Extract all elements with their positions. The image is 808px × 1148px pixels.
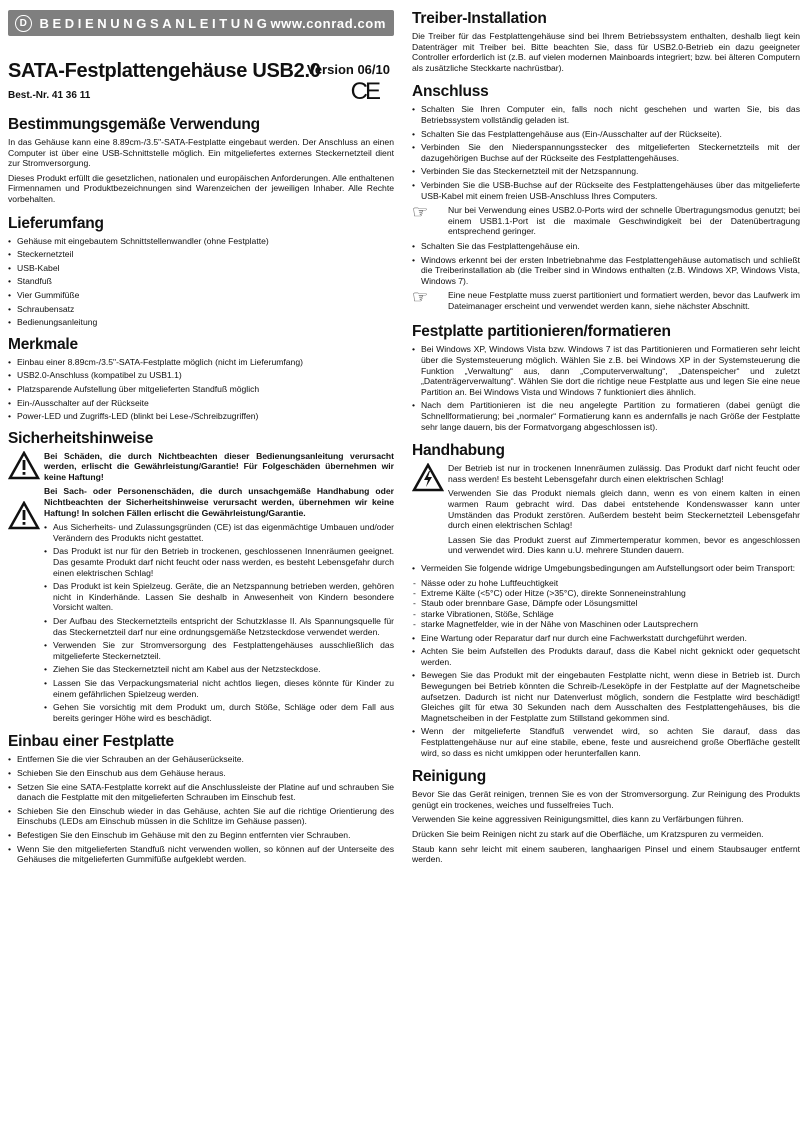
cleaning-paragraph-3: Drücken Sie beim Reinigen nicht zu stark auf die Oberfläche, um Kratzspuren zu vermeiden. (412, 828, 764, 839)
features-list (8, 357, 394, 422)
list-item: • Verwenden Sie zur Stromversorgung des Festplattengehäuses ausschließlich das mitgelieferte Steckernetzteil. (44, 640, 394, 661)
list-item: • Schieben Sie den Einschub wieder in das Gehäuse, achten Sie auf die richtige Orientierung des Einschubs (LEDs am Einschub müssen in die Schlitze im Gehäuse passen). (8, 806, 394, 827)
list-item: • Lassen Sie das Verpackungsmaterial nicht achtlos liegen, dieses könnte für Kinder zu einem gefährlichen Spielzeug werden. (44, 678, 394, 699)
list-item: • Nach dem Partitionieren ist die neu angelegte Partition zu formatieren (dabei genügt die Schnellformatierung; bei „normaler“ Formatierung kann es andernfalls je nach Größe der Festplatte sehr lange dauern, bis der Formatvorgang abgeschlossen ist). (412, 400, 800, 432)
list-item: • Platzsparende Aufstellung über mitgelieferten Standfuß möglich (8, 384, 394, 395)
version-label: Version 06/10 (306, 62, 390, 77)
cleaning-paragraph-2: Verwenden Sie keine aggressiven Reinigungsmittel, dies kann zu Verfärbungen führen. (412, 814, 744, 825)
handling-warning-2: Verwenden Sie das Produkt niemals gleich dann, wenn es von einem kalten in einen warmen Raum gebracht wird. Das dabei entstehende Kondenswasser kann unter Umständen das Produkt zerstören. Außerdem besteht beim Steckernetzteil Lebensgefahr durch einen elektrischen Schlag! (448, 488, 800, 531)
list-item: • Ein-/Ausschalter auf der Rückseite (8, 398, 394, 409)
order-number: Best.-Nr. 41 36 11 (8, 90, 91, 101)
header-banner (8, 10, 394, 36)
list-item: • Ziehen Sie das Steckernetzteil nicht am Kabel aus der Netzsteckdose. (44, 664, 394, 675)
note-text: Eine neue Festplatte muss zuerst partitioniert und formatiert werden, bevor das Laufwerk im Dateimanager erscheint und verwendet werden kann, siehe nächster Abschnitt. (448, 290, 800, 311)
section-heading-intended-use: Bestimmungsgemäße Verwendung (8, 116, 260, 133)
usb-speed-note (412, 202, 800, 237)
list-item: • Verbinden Sie den Niederspannungsstecker des mitgelieferten Steckernetzteils mit der dazugehörigen Buchse auf der Rückseite des Festplattengehäuses. (412, 142, 800, 163)
handling-warning-3: Lassen Sie das Produkt zuerst auf Zimmertemperatur kommen, bevor es angeschlossen und verwendet wird. Dies kann u.U. mehrere Stunden dauern. (448, 534, 800, 556)
warning-icons (8, 451, 44, 535)
list-item: • Bedienungsanleitung (8, 317, 394, 328)
list-item: • Entfernen Sie die vier Schrauben an der Gehäuserückseite. (8, 754, 394, 765)
warning-triangle-icon (8, 501, 40, 530)
list-item: • Der Aufbau des Steckernetzteils entspricht der Schutzklasse II. Als Spannungsquelle für das Steckernetzteil darf nur eine ordnungsgemäße Netzsteckdose verwendet werden. (44, 616, 394, 637)
list-item: • Standfuß (8, 276, 394, 287)
list-item: • Das Produkt ist nur für den Betrieb in trockenen, geschlossenen Innenräumen geeignet. Das gesamte Produkt darf nicht feucht oder nass werden, es besteht Lebensgefahr durch einen elektrischen Schlag! (44, 546, 394, 578)
list-item: • Schalten Sie das Festplattengehäuse aus (Ein-/Ausschalter auf der Rückseite). (412, 129, 800, 140)
list-item: • Schalten Sie das Festplattengehäuse ein. (412, 241, 800, 252)
list-item: • Einbau einer 8.89cm-/3.5"-SATA-Festplatte möglich (nicht im Lieferumfang) (8, 357, 394, 368)
handling-list-continued (412, 633, 800, 759)
language-badge: D (15, 15, 32, 32)
section-heading-driver: Treiber-Installation (412, 10, 547, 27)
banner-url: www.conrad.com (270, 15, 386, 31)
list-item: • Aus Sicherheits- und Zulassungsgründen (CE) ist das eigenmächtige Umbauen und/oder Verändern des Produkts nicht gestattet. (44, 522, 394, 543)
ce-mark: CE (350, 78, 378, 105)
document-title: SATA-Festplattengehäuse USB2.0 (8, 60, 321, 82)
cleaning-paragraph-1: Bevor Sie das Gerät reinigen, trennen Sie es von der Stromversorgung. Zur Reinigung des Produkts genügt ein trockenes, weiches und fusselfreies Tuch. (412, 789, 800, 810)
scope-list (8, 236, 394, 328)
section-heading-handling: Handhabung (412, 442, 505, 460)
safety-warning-block (8, 451, 394, 728)
intended-use-paragraph: In das Gehäuse kann eine 8.89cm-/3.5"-SATA-Festplatte eingebaut werden. Der Anschluss an einen Computer ist über eine USB-Schnittstelle möglich. Ein mitgeliefertes externes Steckernetzteil dient zur Stromversorgung. (8, 137, 394, 169)
list-item: - Staub oder brennbare Gase, Dämpfe oder Lösungsmittel (412, 598, 800, 608)
section-heading-partition: Festplatte partitionieren/formatieren (412, 323, 671, 341)
driver-paragraph: Die Treiber für das Festplattengehäuse sind bei Ihrem Betriebssystem enthalten, deshalb liegt kein Datenträger mit Treiber bei. Bitte beachten Sie, dass für USB2.0-Betrieb ein dazu geeigneter Controller erforderlich ist (z.B. auf vielen modernen Mainboards integriert; bzw. bei älteren Computern als zusätzliche Steckkarte nachrüstbar). (412, 31, 800, 73)
handling-warning-block (412, 463, 800, 560)
safety-list (44, 522, 394, 723)
list-item: • Verbinden Sie das Steckernetzteil mit der Netzspannung. (412, 166, 800, 177)
pointing-hand-icon: ☞ (412, 287, 429, 308)
list-item: • Power-LED und Zugriffs-LED (blinkt bei Lese-/Schreibzugriffen) (8, 411, 394, 422)
conditions-list (412, 578, 800, 630)
list-item: • Setzen Sie eine SATA-Festplatte korrekt auf die Anschlussleiste der Platine auf und schrauben Sie danach die Festplatte mit den mitgelieferten Schrauben im Einschub fest. (8, 782, 394, 803)
list-item: • Verbinden Sie die USB-Buchse auf der Rückseite des Festplattengehäuses über das mitgelieferte USB-Kabel mit einem freien USB-Anschluss Ihres Computers. (412, 180, 800, 201)
list-item: • Befestigen Sie den Einschub im Gehäuse mit den zu Beginn entfernten vier Schrauben. (8, 830, 394, 841)
list-item: - Extreme Kälte (<5°C) oder Hitze (>35°C), direkte Sonneneinstrahlung (412, 588, 800, 598)
list-item: • Eine Wartung oder Reparatur darf nur durch eine Fachwerkstatt durchgeführt werden. (412, 633, 800, 644)
list-item: • Steckernetzteil (8, 249, 394, 260)
warning-triangle-icon (8, 451, 40, 480)
connect-list-continued (412, 241, 800, 286)
list-item: • Gehen Sie vorsichtig mit dem Produkt um, durch Stöße, Schläge oder dem Fall aus bereits geringer Höhe wird es beschädigt. (44, 702, 394, 723)
avoid-text: Vermeiden Sie folgende widrige Umgebungsbedingungen am Aufstellungsort oder beim Transport: (421, 562, 796, 573)
warning-icons (412, 463, 448, 497)
list-item: • Das Produkt ist kein Spielzeug. Geräte, die an Netzspannung betrieben werden, gehören nicht in Kinderhände. Lassen Sie deshalb in Anwesenheit von Kindern besondere Vorsicht walten. (44, 581, 394, 613)
section-heading-connect: Anschluss (412, 83, 489, 101)
electric-shock-warning-icon (412, 463, 444, 492)
list-item: • Gehäuse mit eingebautem Schnittstellenwandler (ohne Festplatte) (8, 236, 394, 247)
list-item: • Schraubensatz (8, 304, 394, 315)
list-item: • Vier Gummifüße (8, 290, 394, 301)
section-heading-features: Merkmale (8, 335, 78, 353)
list-item: • Bei Windows XP, Windows Vista bzw. Windows 7 ist das Partitionieren und Formatieren sehr leicht über die Systemsteuerung möglich. Wählen Sie z.B. bei Windows XP in der Systemsteuerung die Funktion „Verwaltung“ aus, dann „Computerverwaltung“, „Datenspeicher“ und zuletzt „Datenträgerverwaltung“. Wählen Sie dort die richtige neue Festplatte aus und legen Sie eine neue Partition an. Bei Windows Vista und Windows 7 funktioniert dies ähnlich. (412, 344, 800, 397)
list-item: • Achten Sie beim Aufstellen des Produkts darauf, dass die Kabel nicht geknickt oder gequetscht werden. (412, 646, 800, 667)
connect-list (412, 104, 800, 201)
list-item: • Schalten Sie Ihren Computer ein, falls noch nicht geschehen und warten Sie, bis das Betriebssystem vollständig geladen ist. (412, 104, 800, 125)
warranty-warning: Bei Schäden, die durch Nichtbeachten dieser Bedienungsanleitung verursacht werden, erlischt die Gewährleistung/Garantie! Für Folgeschäden übernehmen wir keine Haftung! (44, 450, 394, 482)
handling-warning-1: Der Betrieb ist nur in trockenen Innenräumen zulässig. Das Produkt darf nicht feucht oder nass werden! Es besteht Lebensgefahr durch einen elektrischen Schlag! (448, 463, 800, 484)
list-item: • Bewegen Sie das Produkt mit der eingebauten Festplatte nicht, wenn diese in Betrieb ist. Durch Bewegungen bei Betrieb könnten die Schreib-/Leseköpfe in der Festplatte auf der Magnetscheibe aufsetzen. Dadurch ist nicht nur Datenverlust möglich, sondern die Festplatte wird beschädigt! Gleiches gilt für etwa 30 Sekunden nach dem Ausschalten des Festplattengehäuses, bis die Magnetscheiben in der Festplatte zum Stillstand gekommen sind. (412, 670, 800, 723)
cleaning-paragraph-4: Staub kann sehr leicht mit einem sauberen, langhaarigen Pinsel und einem Staubsauger entfernt werden. (412, 843, 800, 865)
list-item: • Wenn der mitgelieferte Standfuß verwendet wird, so achten Sie darauf, dass das Festplattengehäuse nur auf eine stabile, ebene, feste und ausreichend große Oberfläche gestellt wird, so dass es nicht umkippen oder herunterfallen kann. (412, 726, 800, 758)
list-item: - starke Vibrationen, Stöße, Schläge (412, 609, 800, 619)
partition-list (412, 344, 800, 432)
section-heading-install: Einbau einer Festplatte (8, 733, 174, 751)
list-item: • USB2.0-Anschluss (kompatibel zu USB1.1) (8, 370, 394, 381)
list-item: - starke Magnetfelder, wie in der Nähe von Maschinen oder Lautsprechern (412, 619, 800, 629)
section-heading-safety: Sicherheitshinweise (8, 429, 154, 447)
list-item: • Windows erkennt bei der ersten Inbetriebnahme das Festplattengehäuse automatisch und schließt die Treiberinstallation ab (die Treiber sind in Windows enthalten (z.B. Windows XP, Windows Vista, Windows 7). (412, 255, 800, 287)
handling-list (412, 563, 800, 574)
right-column (412, 10, 800, 869)
title-block (8, 36, 394, 105)
list-item: • USB-Kabel (8, 263, 394, 274)
banner-title: BEDIENUNGSANLEITUNG (39, 15, 271, 31)
left-column (8, 10, 394, 869)
list-item: • Wenn Sie den mitgelieferten Standfuß nicht verwenden wollen, so können auf der Unterseite des Gehäuses die mitgelieferten Gummifüße aufgeklebt werden. (8, 844, 394, 865)
list-item: • Schieben Sie den Einschub aus dem Gehäuse heraus. (8, 768, 394, 779)
liability-warning: Bei Sach- oder Personenschäden, die durch unsachgemäße Handhabung oder Nichtbeachten der Sicherheitshinweise verursacht werden, übernehmen wir keine Haftung! In solchen Fällen erlischt die Gewährleistung/Garantie. (44, 486, 394, 518)
compliance-paragraph: Dieses Produkt erfüllt die gesetzlichen, nationalen und europäischen Anforderungen. Alle enthaltenen Firmennamen und Produktbezeichnungen sind Warenzeichen der jeweiligen Inhaber. Alle Rechte vorbehalten. (8, 172, 394, 204)
pointing-hand-icon: ☞ (412, 202, 429, 223)
partition-note (412, 287, 800, 311)
list-item: - Nässe oder zu hohe Luftfeuchtigkeit (412, 578, 800, 588)
note-text: Nur bei Verwendung eines USB2.0-Ports wird der schnelle Übertragungsmodus genutzt; bei einem USB1.1-Port ist die maximale Geschwindigkeit bei der Datenübertragung entsprechend geringer. (448, 205, 800, 237)
section-heading-cleaning: Reinigung (412, 768, 486, 786)
install-list (8, 754, 394, 864)
section-heading-scope: Lieferumfang (8, 214, 104, 232)
list-item (412, 563, 800, 574)
